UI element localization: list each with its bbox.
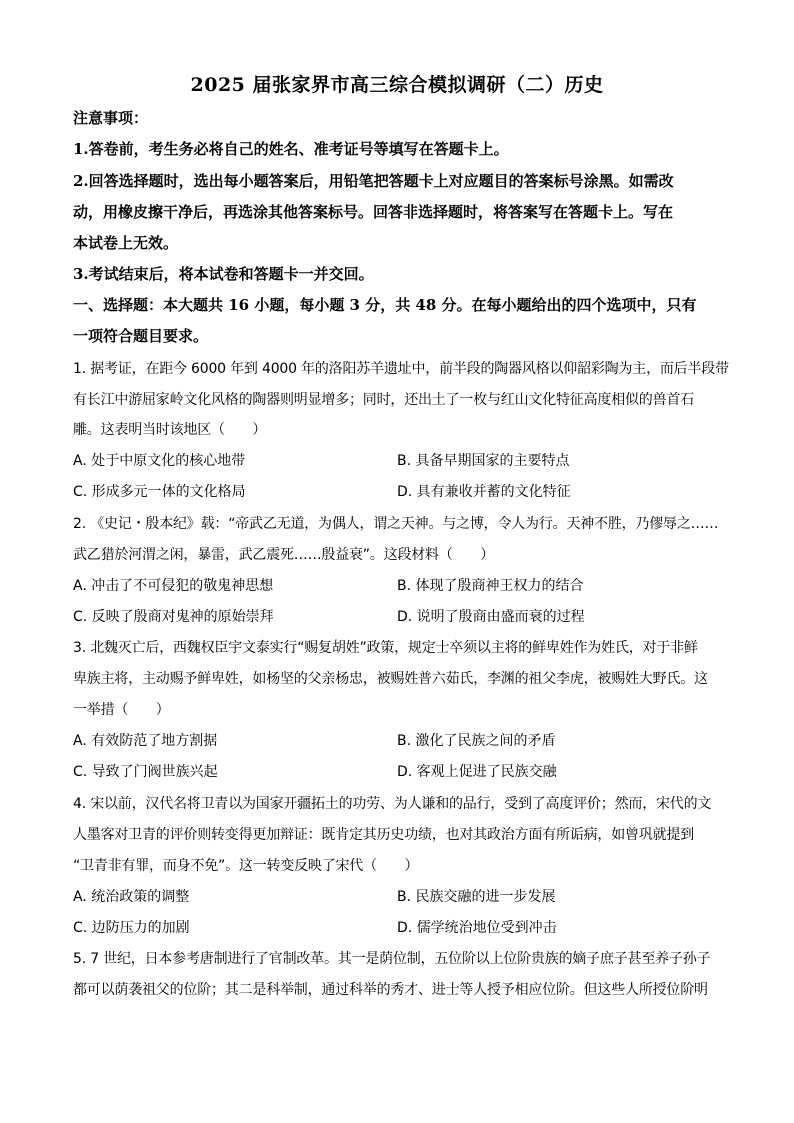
question-1-text: 1. 据考证，在距今 6000 年到 4000 年的洛阳苏羊遗址中，前半段的陶器风格以仰韶彩陶为主，而后半段带 [73, 361, 729, 377]
notice-item: 1.答卷前，考生务必将自己的姓名、准考证号等填写在答题卡上。 [73, 140, 509, 158]
question-1-option-d[interactable]: D. 具有兼收并蓄的文化特征 [397, 484, 571, 500]
notice-heading: 注意事项： [73, 109, 149, 127]
question-3-option-a[interactable]: A. 有效防范了地方割据 [73, 733, 218, 749]
notice-item: 动，用橡皮擦干净后，再选涂其他答案标号。回答非选择题时，将答案写在答题卡上。写在 [73, 203, 674, 221]
question-2-option-a[interactable]: A. 冲击了不可侵犯的敬鬼神思想 [73, 578, 274, 594]
question-4-text: 人墨客对卫青的评价则转变得更加辩证：既肯定其历史功绩，也对其政治方面有所诟病，如曾巩就提到 [73, 827, 694, 843]
question-1-text: 有长江中游屈家岭文化风格的陶器则明显增多；同时，还出土了一枚与红山文化特征高度相似的兽首石 [73, 392, 694, 408]
question-2-option-c[interactable]: C. 反映了殷商对鬼神的原始崇拜 [73, 609, 274, 625]
question-3-option-d[interactable]: D. 客观上促进了民族交融 [397, 764, 557, 780]
question-4-option-d[interactable]: D. 儒学统治地位受到冲击 [397, 920, 557, 936]
question-1-option-c[interactable]: C. 形成多元一体的文化格局 [73, 484, 246, 500]
section-heading: 一项符合题目要求。 [73, 327, 209, 345]
question-2-option-b[interactable]: B. 体现了殷商神王权力的结合 [397, 578, 584, 594]
question-4-option-c[interactable]: C. 边防压力的加剧 [73, 920, 190, 936]
question-1-option-a[interactable]: A. 处于中原文化的核心地带 [73, 453, 246, 469]
question-3-text: 一举措（ ） [73, 702, 170, 718]
notice-item: 2.回答选择题时，选出每小题答案后，用铅笔把答题卡上对应题目的答案标号涂黑。如需改 [73, 172, 674, 190]
notice-item: 本试卷上无效。 [73, 234, 179, 252]
question-4-text: “卫青非有罪，而身不免”。这一转变反映了宋代（ ） [73, 858, 419, 874]
question-3-option-b[interactable]: B. 激化了民族之间的矛盾 [397, 733, 556, 749]
question-2-text: 2. 《史记・殷本纪》载：“帝武乙无道，为偶人，谓之天神。与之博，令人为行。天神不胜，乃僇辱之…… [73, 516, 719, 532]
question-3-text: 卑族主将，主动赐予鲜卑姓，如杨坚的父亲杨忠，被赐姓普六茹氏，李渊的祖父李虎，被赐姓大野氏。这 [73, 671, 708, 687]
notice-item: 3.考试结束后，将本试卷和答题卡一并交回。 [73, 265, 374, 283]
question-3-option-c[interactable]: C. 导致了门阀世族兴起 [73, 764, 218, 780]
question-2-option-d[interactable]: D. 说明了殷商由盛而衰的过程 [397, 609, 585, 625]
question-1-text: 雕。这表明当时该地区（ ） [73, 422, 267, 438]
question-1-option-b[interactable]: B. 具备早期国家的主要特点 [397, 453, 570, 469]
question-4-option-a[interactable]: A. 统治政策的调整 [73, 889, 190, 905]
question-4-option-b[interactable]: B. 民族交融的进一步发展 [397, 889, 556, 905]
question-3-text: 3. 北魏灭亡后，西魏权臣宇文泰实行“赐复胡姓”政策，规定士卒须以主将的鲜卑姓作为姓氏，对于非鲜 [73, 640, 698, 656]
question-5-text: 5. 7 世纪，日本参考唐制进行了官制改革。其一是荫位制，五位阶以上位阶贵族的嫡子庶子甚至养子孙子 [73, 951, 711, 967]
section-heading: 一、选择题：本大题共 16 小题，每小题 3 分，共 48 分。在每小题给出的四个选项中，只有 [73, 296, 697, 314]
question-2-text: 武乙猎於河渭之闲，暴雷，武乙震死……殷益衰”。这段材料（ ） [73, 547, 495, 563]
question-5-text: 都可以荫袭祖父的位阶；其二是科举制，通过科举的秀才、进士等人授予相应位阶。但这些人所授位阶明 [73, 982, 708, 998]
question-4-text: 4. 宋以前，汉代名将卫青以为国家开疆拓土的功劳、为人谦和的品行，受到了高度评价；然而，宋代的文 [73, 796, 712, 812]
page-title: 2025 届张家界市高三综合模拟调研（二）历史 [190, 74, 604, 96]
